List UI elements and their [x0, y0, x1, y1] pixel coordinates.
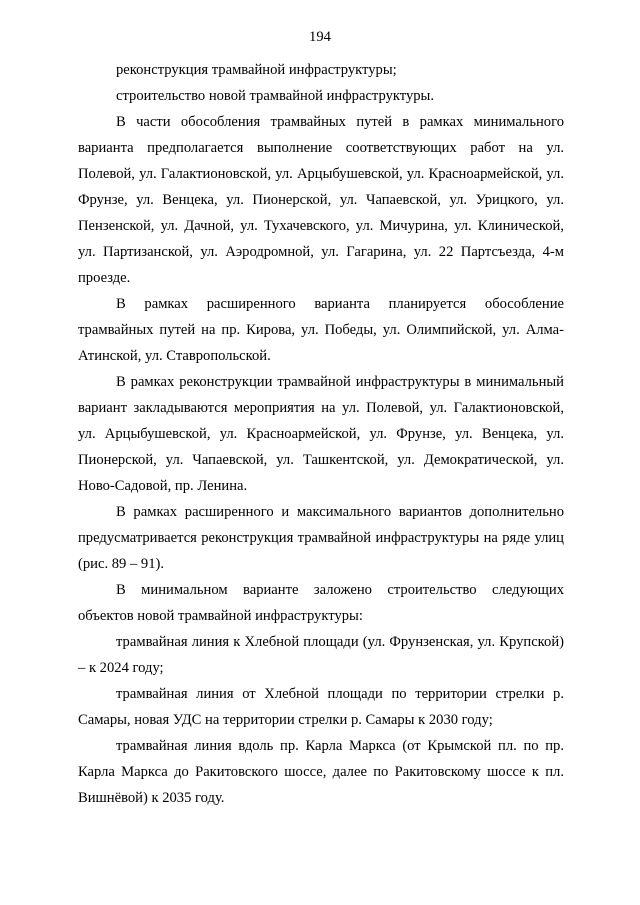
paragraph-minimal-separation: В части обособления трамвайных путей в рамках минимального варианта предполагается выполнение соответствующих работ на ул. Полевой, ул. Галактионовской, ул. Арцыбушевской, ул. Красноармейской, ул. Фрунзе, ул. Венцека, ул. Пионерской, ул. Чапаевской, ул. Урицкого, ул. Пензенской, ул. Дачной, ул. Тухачевского, ул. Мичурина, ул. Клинической, ул. Партизанской, ул. Аэродромной, ул. Гагарина, ул. 22 Партсъезда, 4-м проезде. — [78, 114, 564, 286]
list-item-strelka-line: трамвайная линия от Хлебной площади по территории стрелки р. Самары, новая УДС на территории стрелки р. Самары к 2030 году; — [78, 686, 564, 728]
list-item-khlebnaya-line: трамвайная линия к Хлебной площади (ул. Фрунзенская, ул. Крупской) – к 2024 году; — [78, 634, 564, 676]
paragraph-construction-item: строительство новой трамвайной инфраструктуры. — [116, 88, 435, 104]
list-item-karl-marx-line: трамвайная линия вдоль пр. Карла Маркса (от Крымской пл. по пр. Карла Маркса до Ракитовского шоссе, далее по Ракитовскому шоссе к пл. Вишнёвой) к 2035 году. — [78, 738, 564, 806]
paragraph-minimal-construction-intro: В минимальном варианте заложено строительство следующих объектов новой трамвайной инфраструктуры: — [78, 582, 564, 624]
paragraph-extended-reconstruction: В рамках расширенного и максимального вариантов дополнительно предусматривается реконструкция трамвайной инфраструктуры на ряде улиц (рис. 89 – 91). — [78, 504, 564, 572]
paragraph-reconstruction-item: реконструкция трамвайной инфраструктуры; — [116, 62, 397, 78]
page-number: 194 — [309, 29, 331, 45]
document-body — [78, 57, 564, 811]
paragraph-minimal-reconstruction: В рамках реконструкции трамвайной инфраструктуры в минимальный вариант закладываются мероприятия на ул. Полевой, ул. Галактионовской, ул. Арцыбушевской, ул. Красноармейской, ул. Фрунзе, ул. Венцека, ул. Пионерской, ул. Чапаевской, ул. Ташкентской, ул. Демократической, ул. Ново-Садовой, пр. Ленина. — [78, 374, 564, 494]
paragraph-extended-separation: В рамках расширенного варианта планируется обособление трамвайных путей на пр. Кирова, ул. Победы, ул. Олимпийской, ул. Алма-Атинской, ул. Ставропольской. — [78, 296, 564, 364]
